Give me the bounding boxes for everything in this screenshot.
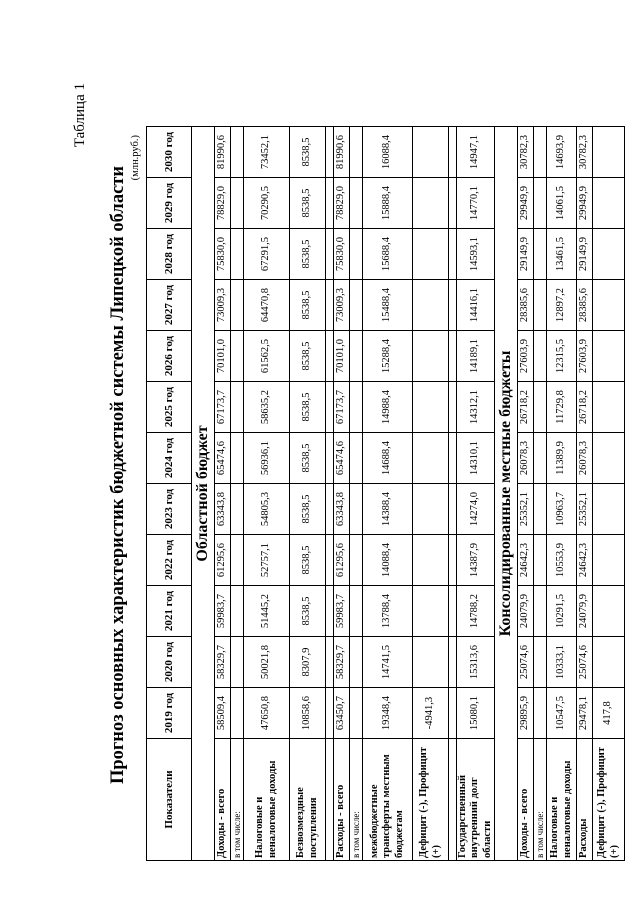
- value-cell: [593, 637, 625, 688]
- row-label: Государственный внутренний долг области: [457, 739, 495, 861]
- row-label: [326, 739, 334, 861]
- value-cell: [449, 535, 457, 586]
- value-cell: 26718,2: [577, 382, 593, 433]
- value-cell: [326, 382, 334, 433]
- value-cell: [231, 229, 244, 280]
- value-cell: 64470,8: [244, 280, 290, 331]
- row-label: Безвозмездные поступления: [290, 739, 326, 861]
- value-cell: [534, 484, 547, 535]
- value-cell: [231, 484, 244, 535]
- value-cell: -4941,3: [413, 688, 449, 739]
- section-header-row: [192, 127, 215, 861]
- row-label: в том числе:: [350, 739, 363, 861]
- table-row: [534, 127, 547, 861]
- value-cell: [326, 127, 334, 178]
- value-cell: 58509,4: [215, 688, 231, 739]
- value-cell: [593, 382, 625, 433]
- value-cell: 65474,6: [215, 433, 231, 484]
- value-cell: 25074,6: [577, 637, 593, 688]
- value-cell: [350, 637, 363, 688]
- value-cell: [413, 382, 449, 433]
- value-cell: [534, 688, 547, 739]
- value-cell: 14088,4: [363, 535, 413, 586]
- table-row: [413, 127, 449, 861]
- value-cell: [449, 586, 457, 637]
- value-cell: [231, 433, 244, 484]
- value-cell: [593, 127, 625, 178]
- value-cell: 29149,9: [518, 229, 534, 280]
- value-cell: [326, 178, 334, 229]
- value-cell: 28385,6: [518, 280, 534, 331]
- value-cell: 81990,6: [215, 127, 231, 178]
- value-cell: 70101,0: [334, 331, 350, 382]
- value-cell: 28385,6: [577, 280, 593, 331]
- value-cell: 10547,5: [547, 688, 577, 739]
- value-cell: 75830,0: [215, 229, 231, 280]
- value-cell: [593, 586, 625, 637]
- table-row: [457, 127, 495, 861]
- table-row: [593, 127, 625, 861]
- year-header: 2023 год: [147, 484, 192, 535]
- value-cell: [534, 586, 547, 637]
- value-cell: [413, 535, 449, 586]
- value-cell: 26718,2: [518, 382, 534, 433]
- value-cell: [326, 688, 334, 739]
- value-cell: [534, 433, 547, 484]
- value-cell: 15080,1: [457, 688, 495, 739]
- value-cell: 8538,5: [290, 178, 326, 229]
- value-cell: 14310,1: [457, 433, 495, 484]
- value-cell: [593, 433, 625, 484]
- value-cell: [593, 178, 625, 229]
- table-row: [577, 127, 593, 861]
- section-header-row: [495, 127, 518, 861]
- value-cell: 14189,1: [457, 331, 495, 382]
- section-title: Областной бюджет: [192, 127, 215, 861]
- value-cell: [534, 382, 547, 433]
- value-cell: [593, 535, 625, 586]
- value-cell: 67173,7: [334, 382, 350, 433]
- page-title: Прогноз основных характеристик бюджетной системы Липецкой области: [108, 165, 128, 785]
- value-cell: 12897,2: [547, 280, 577, 331]
- value-cell: [231, 637, 244, 688]
- value-cell: 63343,8: [215, 484, 231, 535]
- value-cell: 15288,4: [363, 331, 413, 382]
- year-header: 2029 год: [147, 178, 192, 229]
- row-label: Налоговые и неналоговые доходы: [244, 739, 290, 861]
- value-cell: [326, 229, 334, 280]
- value-cell: [593, 229, 625, 280]
- value-cell: 15488,4: [363, 280, 413, 331]
- value-cell: 14770,1: [457, 178, 495, 229]
- value-cell: [534, 637, 547, 688]
- value-cell: 12315,5: [547, 331, 577, 382]
- year-header: 2025 год: [147, 382, 192, 433]
- value-cell: 15888,4: [363, 178, 413, 229]
- value-cell: [449, 688, 457, 739]
- table-row: [350, 127, 363, 861]
- value-cell: [350, 688, 363, 739]
- value-cell: 8538,5: [290, 586, 326, 637]
- value-cell: 14788,2: [457, 586, 495, 637]
- value-cell: [449, 637, 457, 688]
- value-cell: 61562,5: [244, 331, 290, 382]
- value-cell: [350, 229, 363, 280]
- year-header: 2024 год: [147, 433, 192, 484]
- value-cell: 8538,5: [290, 484, 326, 535]
- value-cell: 51445,2: [244, 586, 290, 637]
- value-cell: 73009,3: [334, 280, 350, 331]
- value-cell: 8538,5: [290, 127, 326, 178]
- value-cell: 27603,9: [577, 331, 593, 382]
- year-header: 2030 год: [147, 127, 192, 178]
- value-cell: [449, 229, 457, 280]
- value-cell: 29949,9: [577, 178, 593, 229]
- value-cell: 8538,5: [290, 331, 326, 382]
- value-cell: 11389,9: [547, 433, 577, 484]
- value-cell: [593, 484, 625, 535]
- value-cell: [534, 178, 547, 229]
- value-cell: 14741,5: [363, 637, 413, 688]
- value-cell: 56936,1: [244, 433, 290, 484]
- value-cell: [413, 229, 449, 280]
- value-cell: 24079,9: [577, 586, 593, 637]
- value-cell: [413, 280, 449, 331]
- value-cell: 65474,6: [334, 433, 350, 484]
- table-row: [244, 127, 290, 861]
- value-cell: [449, 382, 457, 433]
- value-cell: [350, 484, 363, 535]
- value-cell: [413, 586, 449, 637]
- table-row: [290, 127, 326, 861]
- row-label: [449, 739, 457, 861]
- value-cell: [534, 280, 547, 331]
- row-label: Доходы - всего: [518, 739, 534, 861]
- value-cell: [413, 127, 449, 178]
- value-cell: [449, 484, 457, 535]
- value-cell: 14947,1: [457, 127, 495, 178]
- value-cell: 75830,0: [334, 229, 350, 280]
- value-cell: [231, 178, 244, 229]
- row-label: в том числе:: [231, 739, 244, 861]
- value-cell: 61295,6: [215, 535, 231, 586]
- value-cell: 14061,5: [547, 178, 577, 229]
- value-cell: 10963,7: [547, 484, 577, 535]
- value-cell: 24642,3: [577, 535, 593, 586]
- value-cell: 27603,9: [518, 331, 534, 382]
- value-cell: 8538,5: [290, 280, 326, 331]
- table-row: [326, 127, 334, 861]
- section-title: Консолидированные местные бюджеты: [495, 127, 518, 861]
- value-cell: [449, 127, 457, 178]
- value-cell: 47650,8: [244, 688, 290, 739]
- value-cell: [350, 433, 363, 484]
- value-cell: [326, 586, 334, 637]
- value-cell: 50021,8: [244, 637, 290, 688]
- value-cell: 8538,5: [290, 382, 326, 433]
- value-cell: [534, 229, 547, 280]
- value-cell: 63343,8: [334, 484, 350, 535]
- forecast-table: [146, 126, 625, 861]
- value-cell: 13788,4: [363, 586, 413, 637]
- value-cell: 14593,1: [457, 229, 495, 280]
- value-cell: [449, 178, 457, 229]
- value-cell: 26078,3: [577, 433, 593, 484]
- year-header: 2021 год: [147, 586, 192, 637]
- value-cell: 15313,6: [457, 637, 495, 688]
- value-cell: [326, 637, 334, 688]
- value-cell: [350, 535, 363, 586]
- value-cell: 58329,7: [334, 637, 350, 688]
- value-cell: 417,8: [593, 688, 625, 739]
- value-cell: 29149,9: [577, 229, 593, 280]
- value-cell: [449, 280, 457, 331]
- value-cell: [413, 637, 449, 688]
- indicator-header: Показатели: [147, 739, 192, 861]
- value-cell: 14388,4: [363, 484, 413, 535]
- value-cell: 30782,3: [518, 127, 534, 178]
- units-label: (млн.руб.): [130, 135, 141, 181]
- value-cell: 26078,3: [518, 433, 534, 484]
- row-label: Расходы - всего: [334, 739, 350, 861]
- value-cell: 8538,5: [290, 535, 326, 586]
- table-row: [215, 127, 231, 861]
- value-cell: 59983,7: [215, 586, 231, 637]
- value-cell: [593, 280, 625, 331]
- value-cell: 10333,1: [547, 637, 577, 688]
- row-label: Дефицит (-), Профицит (+): [593, 739, 625, 861]
- row-label: Расходы: [577, 739, 593, 861]
- value-cell: 11729,8: [547, 382, 577, 433]
- value-cell: 14274,0: [457, 484, 495, 535]
- value-cell: 10858,6: [290, 688, 326, 739]
- year-header: 2020 год: [147, 637, 192, 688]
- year-header: 2019 год: [147, 688, 192, 739]
- value-cell: 8538,5: [290, 229, 326, 280]
- row-label: Налоговые и неналоговые доходы: [547, 739, 577, 861]
- value-cell: [413, 178, 449, 229]
- table-row: [334, 127, 350, 861]
- value-cell: 14693,9: [547, 127, 577, 178]
- year-header: 2026 год: [147, 331, 192, 382]
- value-cell: 16088,4: [363, 127, 413, 178]
- year-header: 2028 год: [147, 229, 192, 280]
- table-row: [518, 127, 534, 861]
- value-cell: 29949,9: [518, 178, 534, 229]
- value-cell: [326, 331, 334, 382]
- value-cell: [534, 127, 547, 178]
- value-cell: 73452,1: [244, 127, 290, 178]
- value-cell: 8307,9: [290, 637, 326, 688]
- value-cell: 10291,5: [547, 586, 577, 637]
- value-cell: [326, 535, 334, 586]
- value-cell: 58635,2: [244, 382, 290, 433]
- value-cell: 61295,6: [334, 535, 350, 586]
- value-cell: 19348,4: [363, 688, 413, 739]
- value-cell: 14387,9: [457, 535, 495, 586]
- table-row: [231, 127, 244, 861]
- value-cell: [449, 433, 457, 484]
- value-cell: 70290,5: [244, 178, 290, 229]
- row-label: Доходы - всего: [215, 739, 231, 861]
- value-cell: [231, 280, 244, 331]
- value-cell: 14312,1: [457, 382, 495, 433]
- value-cell: [326, 484, 334, 535]
- value-cell: 25074,6: [518, 637, 534, 688]
- row-label: Дефицит (-), Профицит (+): [413, 739, 449, 861]
- row-label: межбюджетные трансферты местным бюджетам: [363, 739, 413, 861]
- value-cell: 15688,4: [363, 229, 413, 280]
- value-cell: [350, 127, 363, 178]
- value-cell: [534, 331, 547, 382]
- value-cell: 13461,5: [547, 229, 577, 280]
- value-cell: 70101,0: [215, 331, 231, 382]
- value-cell: 67173,7: [215, 382, 231, 433]
- table-label: Таблица 1: [72, 83, 88, 148]
- value-cell: 25352,1: [577, 484, 593, 535]
- value-cell: [413, 484, 449, 535]
- table-header-row: [147, 127, 192, 861]
- value-cell: 24079,9: [518, 586, 534, 637]
- value-cell: 29895,9: [518, 688, 534, 739]
- value-cell: [350, 331, 363, 382]
- value-cell: 67291,5: [244, 229, 290, 280]
- value-cell: [350, 382, 363, 433]
- value-cell: 63450,7: [334, 688, 350, 739]
- value-cell: 10553,9: [547, 535, 577, 586]
- value-cell: [231, 127, 244, 178]
- table-row: [363, 127, 413, 861]
- year-header: 2027 год: [147, 280, 192, 331]
- value-cell: [350, 178, 363, 229]
- value-cell: [413, 433, 449, 484]
- value-cell: [350, 280, 363, 331]
- value-cell: [231, 535, 244, 586]
- value-cell: 81990,6: [334, 127, 350, 178]
- table-row: [547, 127, 577, 861]
- value-cell: [231, 688, 244, 739]
- value-cell: 14988,4: [363, 382, 413, 433]
- value-cell: [231, 382, 244, 433]
- value-cell: 73009,3: [215, 280, 231, 331]
- value-cell: 52757,1: [244, 535, 290, 586]
- value-cell: [231, 586, 244, 637]
- value-cell: 78829,0: [215, 178, 231, 229]
- value-cell: 58329,7: [215, 637, 231, 688]
- value-cell: 14688,4: [363, 433, 413, 484]
- value-cell: [350, 586, 363, 637]
- value-cell: [413, 331, 449, 382]
- value-cell: [231, 331, 244, 382]
- row-label: в том числе:: [534, 739, 547, 861]
- value-cell: 30782,3: [577, 127, 593, 178]
- value-cell: 14416,1: [457, 280, 495, 331]
- value-cell: 78829,0: [334, 178, 350, 229]
- value-cell: 25352,1: [518, 484, 534, 535]
- value-cell: 8538,5: [290, 433, 326, 484]
- value-cell: [449, 331, 457, 382]
- value-cell: [534, 535, 547, 586]
- value-cell: 59983,7: [334, 586, 350, 637]
- value-cell: 24642,3: [518, 535, 534, 586]
- table-row: [449, 127, 457, 861]
- value-cell: 54805,3: [244, 484, 290, 535]
- value-cell: 29478,1: [577, 688, 593, 739]
- year-header: 2022 год: [147, 535, 192, 586]
- value-cell: [326, 280, 334, 331]
- value-cell: [326, 433, 334, 484]
- value-cell: [593, 331, 625, 382]
- document-page: [0, 45, 640, 905]
